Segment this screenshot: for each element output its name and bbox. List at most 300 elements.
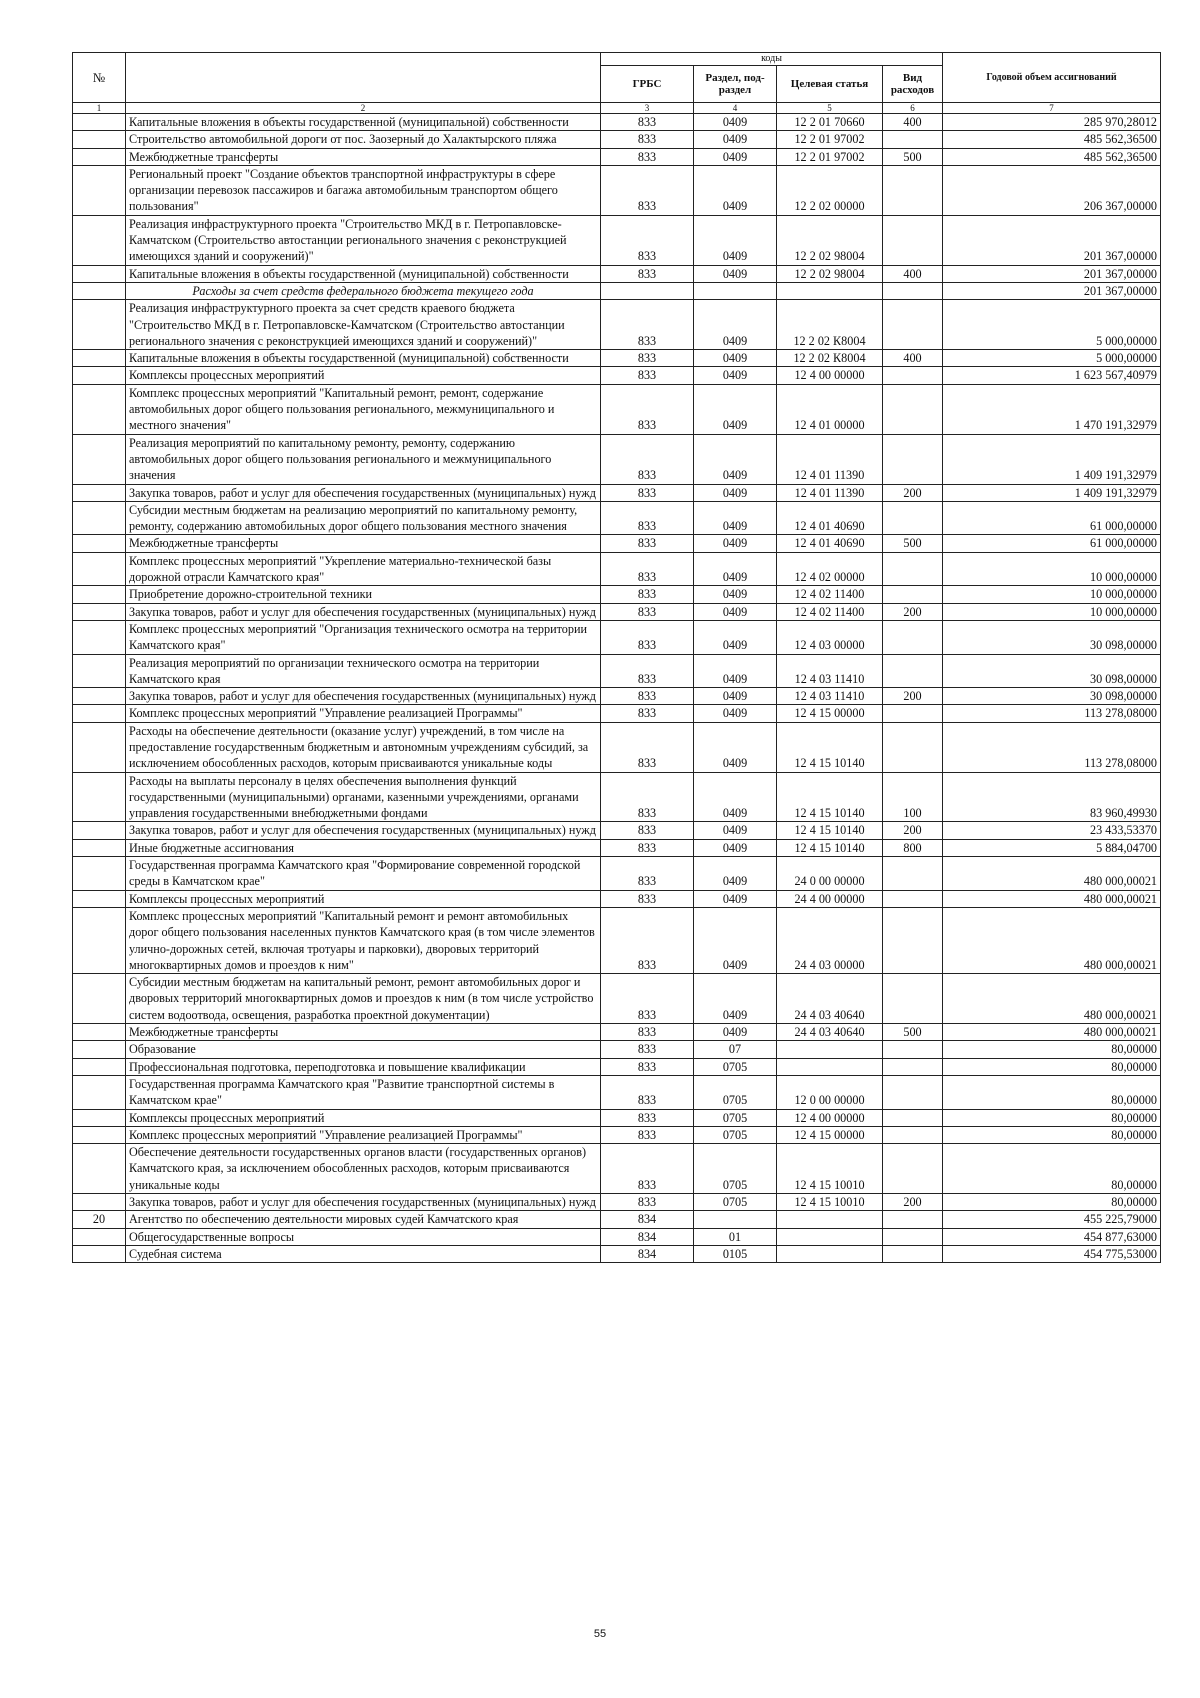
row-grbs: 834: [601, 1245, 694, 1262]
row-number: [73, 620, 126, 654]
row-name: Закупка товаров, работ и услуг для обеспечения государственных (муниципальных) нужд: [126, 688, 601, 705]
row-section: 0409: [694, 654, 777, 688]
row-kind: 400: [883, 350, 943, 367]
row-number: [73, 165, 126, 215]
row-kind: [883, 974, 943, 1024]
table-row: [73, 1126, 1161, 1143]
row-grbs: 833: [601, 1024, 694, 1041]
row-section: 0705: [694, 1126, 777, 1143]
row-name: Реализация инфраструктурного проекта за счет средств краевого бюджета "Строительство МКД в г. Петропавловске-Камчатском (Строительство автостанции регионального значения с реконструкцией имеющихся зданий и сооружений)": [126, 300, 601, 350]
row-number: [73, 1058, 126, 1075]
row-kind: [883, 654, 943, 688]
row-grbs: 833: [601, 484, 694, 501]
row-name: Комплекс процессных мероприятий "Капитальный ремонт и ремонт автомобильных дорог общего пользования населенных пунктов Камчатского края (в том числе элементов улично-дорожных сетей, включая тротуары и парковки), дворовых территорий многоквартирных домов и проездов к ним": [126, 907, 601, 973]
row-target: [777, 282, 883, 299]
row-amount: 113 278,08000: [943, 722, 1161, 772]
table-row: [73, 552, 1161, 586]
table-row: [73, 1228, 1161, 1245]
row-name: Комплекс процессных мероприятий "Укрепление материально-технической базы дорожной отрасли Камчатского края": [126, 552, 601, 586]
table-row: [73, 265, 1161, 282]
row-amount: 83 960,49930: [943, 772, 1161, 822]
row-target: 12 4 15 10140: [777, 822, 883, 839]
row-kind: [883, 501, 943, 535]
row-target: 12 4 15 00000: [777, 705, 883, 722]
row-amount: 201 367,00000: [943, 265, 1161, 282]
row-name: Межбюджетные трансферты: [126, 148, 601, 165]
row-name: Строительство автомобильной дороги от пос. Заозерный до Халактырского пляжа: [126, 131, 601, 148]
row-name: Межбюджетные трансферты: [126, 535, 601, 552]
row-kind: [883, 384, 943, 434]
row-number: [73, 282, 126, 299]
row-kind: [883, 165, 943, 215]
row-grbs: 833: [601, 367, 694, 384]
row-amount: 201 367,00000: [943, 215, 1161, 265]
col-number-4: 4: [694, 103, 777, 114]
row-grbs: 833: [601, 1041, 694, 1058]
row-grbs: 833: [601, 1194, 694, 1211]
row-grbs: 833: [601, 350, 694, 367]
row-name: Расходы на выплаты персоналу в целях обеспечения выполнения функций государственными (муниципальными) органами, казенными учреждениями, органами управления государственными внебюджетными фондами: [126, 772, 601, 822]
table-row: [73, 907, 1161, 973]
row-target: 12 2 01 70660: [777, 114, 883, 131]
row-target: [777, 1228, 883, 1245]
row-name: Комплексы процессных мероприятий: [126, 1109, 601, 1126]
table-row: [73, 654, 1161, 688]
table-row: [73, 857, 1161, 891]
row-grbs: 833: [601, 620, 694, 654]
table-row: [73, 1041, 1161, 1058]
budget-table: [72, 52, 1161, 1263]
row-name: Реализация мероприятий по капитальному ремонту, ремонту, содержанию автомобильных дорог общего пользования регионального и межмуниципального значения: [126, 434, 601, 484]
row-kind: 400: [883, 265, 943, 282]
col-number-5: 5: [777, 103, 883, 114]
row-kind: [883, 1144, 943, 1194]
table-row: [73, 1075, 1161, 1109]
row-amount: 485 562,36500: [943, 148, 1161, 165]
table-row: [73, 131, 1161, 148]
row-number: [73, 688, 126, 705]
table-row: [73, 501, 1161, 535]
row-number: [73, 1126, 126, 1143]
row-section: 0409: [694, 822, 777, 839]
row-target: 12 4 15 10010: [777, 1144, 883, 1194]
table-row: [73, 586, 1161, 603]
row-amount: 480 000,00021: [943, 907, 1161, 973]
row-section: 0409: [694, 839, 777, 856]
row-name: Обеспечение деятельности государственных органов власти (государственных органов) Камчатского края, за исключением обособленных расходов, которым присваиваются уникальные коды: [126, 1144, 601, 1194]
row-grbs: 833: [601, 822, 694, 839]
table-row: [73, 722, 1161, 772]
row-section: 0409: [694, 501, 777, 535]
row-amount: 5 000,00000: [943, 350, 1161, 367]
row-target: [777, 1041, 883, 1058]
row-number: [73, 907, 126, 973]
row-name: Межбюджетные трансферты: [126, 1024, 601, 1041]
row-number: [73, 265, 126, 282]
row-name: Расходы на обеспечение деятельности (оказание услуг) учреждений, в том числе на предоставление государственным бюджетным и автономным учреждениям субсидий, за исключением обособленных расходов, которым присваиваются уникальные коды: [126, 722, 601, 772]
row-section: 0705: [694, 1058, 777, 1075]
row-name: Капитальные вложения в объекты государственной (муниципальной) собственности: [126, 114, 601, 131]
header-grbs: ГРБС: [601, 66, 694, 103]
row-target: 12 4 01 40690: [777, 501, 883, 535]
row-grbs: 833: [601, 384, 694, 434]
row-section: 0409: [694, 350, 777, 367]
row-target: 12 4 03 11410: [777, 654, 883, 688]
table-row: [73, 434, 1161, 484]
row-number: [73, 1024, 126, 1041]
row-number: [73, 367, 126, 384]
header-codes: коды: [601, 53, 943, 66]
row-target: 12 4 15 10010: [777, 1194, 883, 1211]
row-kind: [883, 1228, 943, 1245]
row-amount: 30 098,00000: [943, 654, 1161, 688]
row-target: 12 4 02 00000: [777, 552, 883, 586]
row-kind: 200: [883, 822, 943, 839]
row-kind: [883, 1109, 943, 1126]
row-kind: 500: [883, 148, 943, 165]
row-name: Государственная программа Камчатского края "Формирование современной городской среды в Камчатском крае": [126, 857, 601, 891]
row-name: Комплексы процессных мероприятий: [126, 890, 601, 907]
row-kind: [883, 586, 943, 603]
row-amount: 480 000,00021: [943, 974, 1161, 1024]
row-amount: 485 562,36500: [943, 131, 1161, 148]
row-amount: 80,00000: [943, 1144, 1161, 1194]
row-kind: [883, 705, 943, 722]
table-row: [73, 1194, 1161, 1211]
row-target: 12 2 02 К8004: [777, 300, 883, 350]
row-section: 01: [694, 1228, 777, 1245]
table-row: [73, 350, 1161, 367]
row-amount: 5 884,04700: [943, 839, 1161, 856]
row-grbs: 833: [601, 974, 694, 1024]
row-amount: 480 000,00021: [943, 890, 1161, 907]
row-target: 12 2 02 К8004: [777, 350, 883, 367]
row-amount: 480 000,00021: [943, 857, 1161, 891]
row-section: 0705: [694, 1194, 777, 1211]
table-row: [73, 1144, 1161, 1194]
row-amount: 454 877,63000: [943, 1228, 1161, 1245]
row-kind: [883, 1211, 943, 1228]
row-number: [73, 535, 126, 552]
row-number: [73, 552, 126, 586]
row-kind: [883, 1075, 943, 1109]
table-row: [73, 114, 1161, 131]
row-kind: [883, 1245, 943, 1262]
row-section: 0409: [694, 705, 777, 722]
row-amount: 80,00000: [943, 1041, 1161, 1058]
col-number-6: 6: [883, 103, 943, 114]
row-amount: 10 000,00000: [943, 603, 1161, 620]
row-target: 12 0 00 00000: [777, 1075, 883, 1109]
row-number: [73, 350, 126, 367]
row-section: 0409: [694, 434, 777, 484]
table-row: [73, 367, 1161, 384]
row-number: [73, 114, 126, 131]
row-target: 12 4 00 00000: [777, 1109, 883, 1126]
row-section: 0409: [694, 974, 777, 1024]
row-name: Субсидии местным бюджетам на капитальный ремонт, ремонт автомобильных дорог и дворовых территорий многоквартирных домов и проездов к ним (в том числе устройство систем водоотвода, освещения, разработка проектной документации): [126, 974, 601, 1024]
row-grbs: 833: [601, 131, 694, 148]
row-kind: [883, 1058, 943, 1075]
row-grbs: 833: [601, 603, 694, 620]
row-grbs: 833: [601, 839, 694, 856]
row-kind: 500: [883, 1024, 943, 1041]
row-number: [73, 839, 126, 856]
table-row: [73, 1058, 1161, 1075]
row-target: 12 4 15 10140: [777, 772, 883, 822]
row-kind: 200: [883, 1194, 943, 1211]
row-target: 12 4 15 00000: [777, 1126, 883, 1143]
row-grbs: 833: [601, 688, 694, 705]
row-target: [777, 1245, 883, 1262]
row-target: 12 4 03 11410: [777, 688, 883, 705]
row-section: 0409: [694, 620, 777, 654]
row-section: 0409: [694, 367, 777, 384]
row-grbs: 833: [601, 552, 694, 586]
row-number: [73, 722, 126, 772]
row-number: [73, 1194, 126, 1211]
row-kind: [883, 282, 943, 299]
row-name: Закупка товаров, работ и услуг для обеспечения государственных (муниципальных) нужд: [126, 1194, 601, 1211]
row-target: 12 2 02 98004: [777, 215, 883, 265]
row-name: Комплекс процессных мероприятий "Капитальный ремонт, ремонт, содержание автомобильных дорог общего пользования регионального, межмуниципального и местного значения": [126, 384, 601, 434]
row-target: 12 2 02 98004: [777, 265, 883, 282]
row-amount: 454 775,53000: [943, 1245, 1161, 1262]
row-number: [73, 586, 126, 603]
row-kind: 400: [883, 114, 943, 131]
row-amount: 455 225,79000: [943, 1211, 1161, 1228]
row-section: 0409: [694, 772, 777, 822]
row-amount: 206 367,00000: [943, 165, 1161, 215]
row-grbs: 834: [601, 1211, 694, 1228]
row-kind: [883, 722, 943, 772]
row-section: 0105: [694, 1245, 777, 1262]
row-number: [73, 890, 126, 907]
row-kind: 200: [883, 603, 943, 620]
table-row: [73, 822, 1161, 839]
row-amount: 61 000,00000: [943, 535, 1161, 552]
row-target: 24 4 03 40640: [777, 1024, 883, 1041]
col-number-2: 2: [126, 103, 601, 114]
table-row: [73, 148, 1161, 165]
row-kind: [883, 890, 943, 907]
row-name: Агентство по обеспечению деятельности мировых судей Камчатского края: [126, 1211, 601, 1228]
row-target: 12 4 01 00000: [777, 384, 883, 434]
row-target: 24 4 03 00000: [777, 907, 883, 973]
row-name: Реализация инфраструктурного проекта "Строительство МКД в г. Петропавловске-Камчатском (Строительство автостанции регионального значения с реконструкцией имеющихся зданий и сооружений)": [126, 215, 601, 265]
row-number: [73, 705, 126, 722]
row-section: 0409: [694, 603, 777, 620]
table-row: [73, 1211, 1161, 1228]
row-kind: [883, 367, 943, 384]
header-no: №: [73, 53, 126, 103]
row-grbs: 833: [601, 165, 694, 215]
row-grbs: 833: [601, 1109, 694, 1126]
row-name: Комплекс процессных мероприятий "Управление реализацией Программы": [126, 705, 601, 722]
table-row: [73, 974, 1161, 1024]
row-section: 0409: [694, 688, 777, 705]
row-number: [73, 215, 126, 265]
header-amount: Годовой объем ассигнований: [943, 53, 1161, 103]
row-name: Закупка товаров, работ и услуг для обеспечения государственных (муниципальных) нужд: [126, 822, 601, 839]
row-kind: 500: [883, 535, 943, 552]
row-section: 0409: [694, 215, 777, 265]
row-kind: [883, 907, 943, 973]
row-amount: 80,00000: [943, 1126, 1161, 1143]
col-number-1: 1: [73, 103, 126, 114]
row-section: 07: [694, 1041, 777, 1058]
row-target: 12 4 03 00000: [777, 620, 883, 654]
table-row: [73, 300, 1161, 350]
row-amount: 201 367,00000: [943, 282, 1161, 299]
row-name: Субсидии местным бюджетам на реализацию мероприятий по капитальному ремонту, ремонту, содержанию автомобильных дорог общего пользования местного значения: [126, 501, 601, 535]
table-row: [73, 282, 1161, 299]
row-section: 0409: [694, 535, 777, 552]
row-section: 0409: [694, 1024, 777, 1041]
col-number-7: 7: [943, 103, 1161, 114]
row-name: Комплекс процессных мероприятий "Управление реализацией Программы": [126, 1126, 601, 1143]
row-number: [73, 822, 126, 839]
row-grbs: 833: [601, 434, 694, 484]
table-row: [73, 620, 1161, 654]
table-body: [73, 114, 1161, 1263]
row-kind: 200: [883, 484, 943, 501]
row-section: 0409: [694, 907, 777, 973]
row-grbs: [601, 282, 694, 299]
row-target: 12 4 15 10140: [777, 839, 883, 856]
row-section: 0409: [694, 552, 777, 586]
row-amount: 80,00000: [943, 1194, 1161, 1211]
table-row: [73, 215, 1161, 265]
row-target: 12 2 01 97002: [777, 148, 883, 165]
row-grbs: 833: [601, 586, 694, 603]
row-kind: 800: [883, 839, 943, 856]
table-row: [73, 535, 1161, 552]
row-number: [73, 1228, 126, 1245]
row-number: [73, 131, 126, 148]
row-target: [777, 1058, 883, 1075]
row-section: 0409: [694, 586, 777, 603]
row-kind: [883, 552, 943, 586]
row-name: Государственная программа Камчатского края "Развитие транспортной системы в Камчатском крае": [126, 1075, 601, 1109]
table-row: [73, 484, 1161, 501]
row-name: Образование: [126, 1041, 601, 1058]
table-row: [73, 1024, 1161, 1041]
row-kind: [883, 434, 943, 484]
header-name-blank: [126, 53, 601, 103]
row-number: [73, 484, 126, 501]
row-number: [73, 1245, 126, 1262]
row-number: [73, 434, 126, 484]
row-section: 0409: [694, 131, 777, 148]
row-amount: 30 098,00000: [943, 620, 1161, 654]
header-target: Целевая статья: [777, 66, 883, 103]
row-grbs: 833: [601, 722, 694, 772]
table-row: [73, 384, 1161, 434]
row-kind: [883, 1126, 943, 1143]
row-section: 0409: [694, 114, 777, 131]
row-kind: 100: [883, 772, 943, 822]
row-kind: [883, 131, 943, 148]
row-target: 12 4 01 11390: [777, 434, 883, 484]
table-row: [73, 705, 1161, 722]
row-section: [694, 282, 777, 299]
row-section: 0409: [694, 148, 777, 165]
header-section: Раздел, под-раздел: [694, 66, 777, 103]
row-name: Капитальные вложения в объекты государственной (муниципальной) собственности: [126, 265, 601, 282]
row-section: [694, 1211, 777, 1228]
row-target: 12 2 01 97002: [777, 131, 883, 148]
row-target: 12 4 01 11390: [777, 484, 883, 501]
row-section: 0409: [694, 890, 777, 907]
row-grbs: 833: [601, 501, 694, 535]
row-amount: 30 098,00000: [943, 688, 1161, 705]
row-grbs: 833: [601, 654, 694, 688]
row-number: [73, 384, 126, 434]
row-name: Комплекс процессных мероприятий "Организация технического осмотра на территории Камчатского края": [126, 620, 601, 654]
row-target: 12 4 15 10140: [777, 722, 883, 772]
row-name: Закупка товаров, работ и услуг для обеспечения государственных (муниципальных) нужд: [126, 603, 601, 620]
row-name: Судебная система: [126, 1245, 601, 1262]
row-kind: 200: [883, 688, 943, 705]
row-name: Профессиональная подготовка, переподготовка и повышение квалификации: [126, 1058, 601, 1075]
row-amount: 80,00000: [943, 1058, 1161, 1075]
table-row: [73, 165, 1161, 215]
row-name: Комплексы процессных мероприятий: [126, 367, 601, 384]
row-number: 20: [73, 1211, 126, 1228]
row-kind: [883, 300, 943, 350]
row-number: [73, 148, 126, 165]
row-kind: [883, 215, 943, 265]
row-grbs: 833: [601, 857, 694, 891]
row-grbs: 833: [601, 114, 694, 131]
row-grbs: 833: [601, 265, 694, 282]
row-section: 0705: [694, 1109, 777, 1126]
row-number: [73, 1109, 126, 1126]
row-amount: 113 278,08000: [943, 705, 1161, 722]
row-section: 0705: [694, 1144, 777, 1194]
row-target: 12 4 02 11400: [777, 586, 883, 603]
row-grbs: 833: [601, 1058, 694, 1075]
row-target: 24 0 00 00000: [777, 857, 883, 891]
table-row: [73, 1245, 1161, 1262]
row-section: 0409: [694, 384, 777, 434]
row-section: 0705: [694, 1075, 777, 1109]
row-number: [73, 974, 126, 1024]
row-target: 12 4 01 40690: [777, 535, 883, 552]
row-kind: [883, 620, 943, 654]
row-grbs: 833: [601, 535, 694, 552]
row-number: [73, 857, 126, 891]
row-grbs: 833: [601, 907, 694, 973]
row-kind: [883, 857, 943, 891]
page-number: 55: [593, 1628, 607, 1640]
table-row: [73, 603, 1161, 620]
row-number: [73, 603, 126, 620]
row-grbs: 833: [601, 1126, 694, 1143]
row-section: 0409: [694, 165, 777, 215]
row-target: 12 4 00 00000: [777, 367, 883, 384]
row-amount: 1 623 567,40979: [943, 367, 1161, 384]
row-amount: 285 970,28012: [943, 114, 1161, 131]
row-number: [73, 1144, 126, 1194]
row-section: 0409: [694, 722, 777, 772]
row-name: Приобретение дорожно-строительной техники: [126, 586, 601, 603]
table-row: [73, 1109, 1161, 1126]
row-amount: 1 409 191,32979: [943, 434, 1161, 484]
row-grbs: 833: [601, 705, 694, 722]
row-number: [73, 300, 126, 350]
